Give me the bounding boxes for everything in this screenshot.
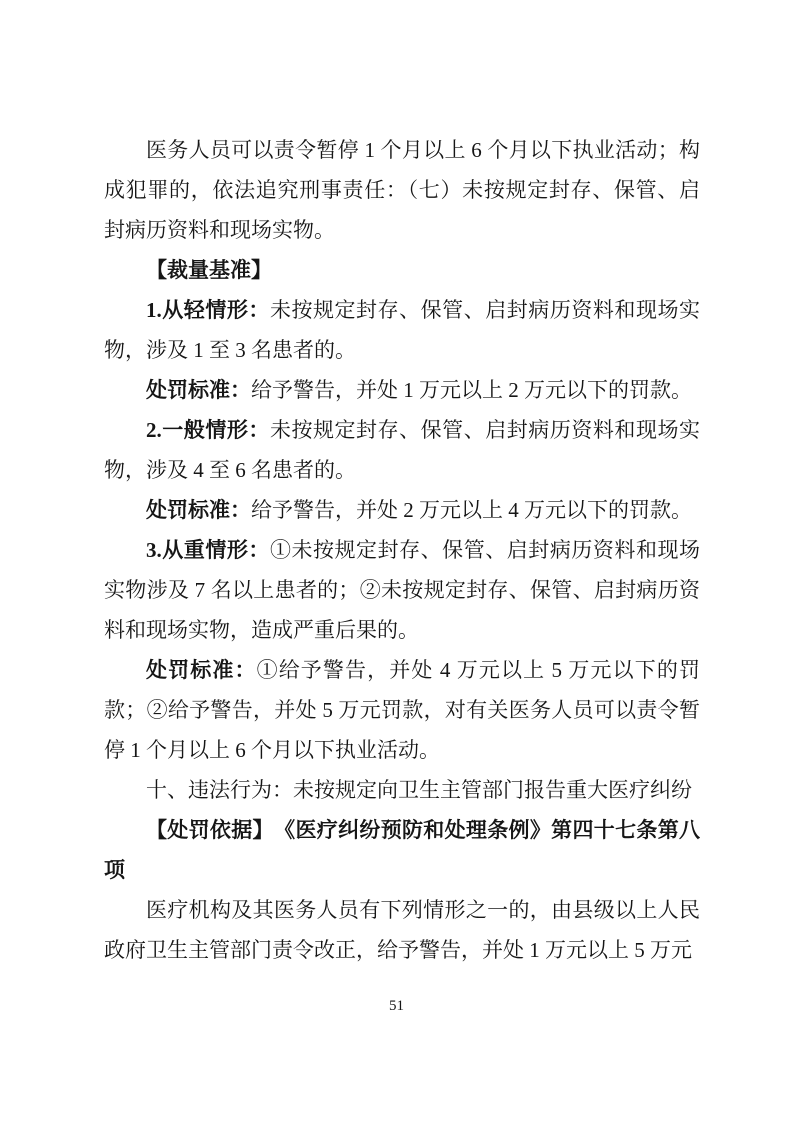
para-general-circumstance [104, 410, 700, 490]
text-run: ①未按规定封存、保管、启封病历资料和现场实物涉及 7 名以上患者的；②未按规定封存、保管、启封病历资料和现场实物，造成严重后果的。 [104, 538, 701, 642]
text-run: 未按规定封存、保管、启封病历资料和现场实物，涉及 4 至 6 名患者的。 [104, 418, 701, 482]
para-penalty-standard-1 [104, 370, 700, 410]
text-run-bold: 1.从轻情形： [146, 298, 270, 322]
text-run: 给予警告，并处 1 万元以上 2 万元以下的罚款。 [251, 378, 692, 402]
text-run: 医疗机构及其医务人员有下列情形之一的，由县级以上人民政府卫生主管部门责令改正，给予警告，并处 1 万元以上 5 万元 [104, 898, 700, 962]
text-run: ①给予警告，并处 4 万元以上 5 万元以下的罚款；②给予警告，并处 5 万元罚款，对有关医务人员可以责令暂停 1 个月以上 6 个月以下执业活动。 [104, 658, 700, 762]
page-number: 51 [389, 998, 404, 1014]
para-medical-staff-suspension [104, 130, 700, 250]
text-run-bold: 处罚标准： [146, 378, 251, 402]
text-body [104, 130, 700, 970]
heading-penalty-basis [104, 810, 700, 890]
text-run: 给予警告，并处 2 万元以上 4 万元以下的罚款。 [251, 498, 692, 522]
text-run-bold: 处罚标准： [146, 658, 257, 682]
text-run-bold: 3.从重情形： [146, 538, 270, 562]
text-run-bold: 2.一般情形： [146, 418, 270, 442]
heading-violation-item-10 [104, 770, 700, 810]
text-run: 十、违法行为：未按规定向卫生主管部门报告重大医疗纠纷 [146, 778, 692, 802]
para-medical-institution-circumstances [104, 890, 700, 970]
para-severe-circumstance [104, 530, 700, 650]
heading-discretion-benchmark [104, 250, 700, 290]
para-penalty-standard-2 [104, 490, 700, 530]
para-lenient-circumstance [104, 290, 700, 370]
text-run: 未按规定封存、保管、启封病历资料和现场实物，涉及 1 至 3 名患者的。 [104, 298, 701, 362]
text-run-bold: 处罚标准： [146, 498, 251, 522]
para-penalty-standard-3 [104, 650, 700, 770]
text-run-bold: 【裁量基准】 [146, 258, 272, 282]
text-run: 医务人员可以责令暂停 1 个月以上 6 个月以下执业活动；构成犯罪的，依法追究刑事责任：（七）未按规定封存、保管、启封病历资料和现场实物。 [104, 138, 700, 242]
text-run-bold: 【处罚依据】 《医疗纠纷预防和处理条例》第四十七条第八项 [104, 818, 700, 882]
